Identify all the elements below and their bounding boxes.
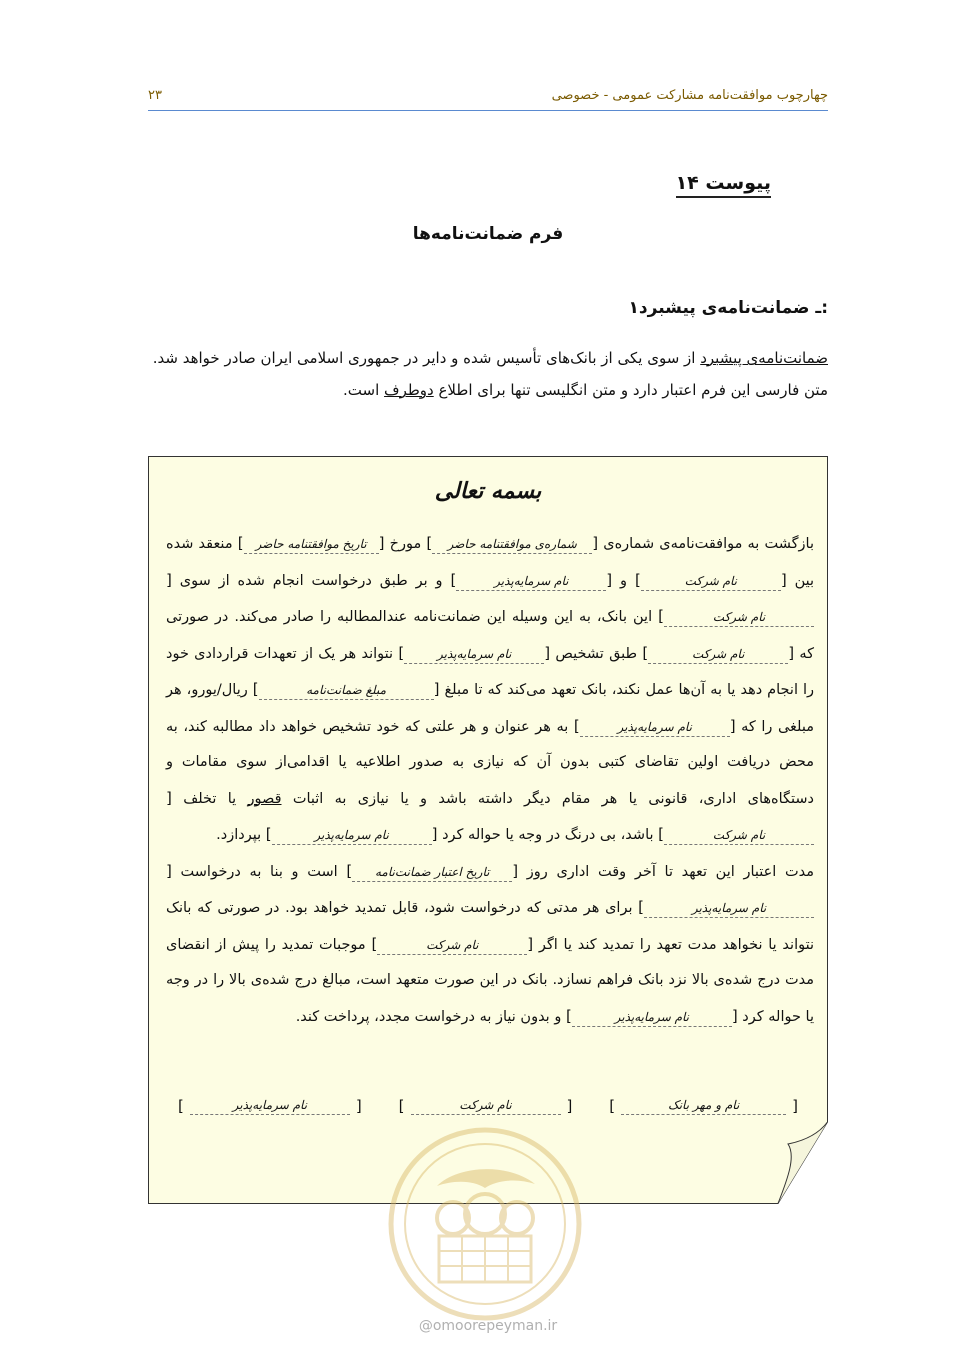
placeholder-investee: نام سرمایه‌پذیر <box>580 718 730 737</box>
placeholder-guarantee-amount: مبلغ ضمانت‌نامه <box>259 681 434 700</box>
guarantee-paragraph-1: بازگشت به موافقت‌نامه‌ی شماره‌ی [شماره‌ی موافقتنامه حاضر] مورخ [تاریخ موافقتنامه حاضر] منعقد شده بین [نام شرکت] و [نام سرمایه‌پذیر] و بر طبق درخواست انجام شده از سوی [نام شرکت] این بانک، به این وسیله این ضمانت‌نامه عندالمطالبه را صادر می‌کند. در صورتی که [نام شرکت] طبق تشخیص [نام سرمایه‌پذیر] نتواند هر یک از تعهدات قراردادی خود را انجام دهد یا به آن‌ها عمل نکند، بانک تعهد می‌کند که تا مبلغ [مبلغ ضمانت‌نامه] ریال/یورو، هر مبلغی را که [نام سرمایه‌پذیر] به هر عنوان و هر علتی که خود تشخیص خواهد داد مطالبه کند، به محض دریافت اولین تقاضای کتبی بدون آن که نیازی به صدور اطلاعیه یا اقدامی‌از سوی مقامات و دستگاه‌های اداری، قانونی یا هر مقام دیگر داشته باشد و یا نیازی به اثبات قصور یا تخلف [نام شرکت] باشد، بی درنگ در وجه یا حواله کرد [نام سرمایه‌پذیر] بپردازد. <box>166 534 815 843</box>
header-rule <box>148 110 828 111</box>
signature-investee: [ نام سرمایه‌پذیر ] <box>178 1096 362 1115</box>
signature-row <box>178 1096 798 1115</box>
watermark-url: @omoorepeyman.ir <box>418 1318 558 1334</box>
underlined-term: قصور <box>247 790 282 807</box>
intro-paragraph-2: متن فارسی این فرم اعتبار دارد و متن انگلیسی تنها برای اطلاع دوطرف است. <box>343 381 828 399</box>
placeholder-investee: نام سرمایه‌پذیر <box>572 1008 732 1027</box>
underlined-term: ضمانت‌نامه‌ی پیشبرد <box>700 349 828 367</box>
placeholder-company: نام شرکت <box>664 608 814 627</box>
placeholder-investee: نام سرمایه‌پذیر <box>644 899 814 918</box>
placeholder-agreement-number: شماره‌ی موافقتنامه حاضر <box>432 535 592 554</box>
page-number: ۲۳ <box>148 88 162 103</box>
signature-bank: [ نام و مهر بانک ] <box>609 1096 798 1115</box>
section-heading: ۱ـ ضمانت‌نامه‌ی پیشبرد: <box>628 298 828 318</box>
placeholder-investee: نام سرمایه‌پذیر <box>404 645 544 664</box>
form-title: فرم ضمانت‌نامه‌ها <box>412 224 564 244</box>
placeholder-agreement-date: تاریخ موافقتنامه حاضر <box>244 535 379 554</box>
placeholder-investee: نام سرمایه‌پذیر <box>272 826 432 845</box>
placeholder-company: نام شرکت <box>648 645 788 664</box>
placeholder-validity-date: تاریخ اعتبار ضمانت‌نامه <box>352 863 512 882</box>
guarantee-paragraph-2: مدت اعتبار این تعهد تا آخر وقت اداری روز [تاریخ اعتبار ضمانت‌نامه] است و بنا به درخواست [نام سرمایه‌پذیر] برای هر مدتی که درخواست شود، قابل تمدید خواهد بود. در صورتی که بانک نتواند یا نخواهد مدت تعهد را تمدید کند یا اگر [نام شرکت] موجبات تمدید را پیش از انقضای مدت درج شده‌ی بالا نزد بانک فراهم نسازد. بانک در این صورت متعهد است، مبالغ درج شده‌ی بالا را در وجه یا حواله کرد [نام سرمایه‌پذیر] و بدون نیاز به درخواست مجدد، پرداخت کند. <box>166 861 815 1025</box>
placeholder-company: نام شرکت <box>664 826 814 845</box>
running-header-title: چهارچوب موافقت‌نامه مشارکت عمومی - خصوصی <box>551 88 828 103</box>
intro-paragraph-1: ضمانت‌نامه‌ی پیشبرد از سوی یکی از بانک‌های تأسیس شده و دایر در جمهوری اسلامی ایران صادر خواهد شد. <box>152 349 828 367</box>
underlined-term: دوطرف <box>384 381 434 399</box>
placeholder-investee: نام سرمایه‌پذیر <box>456 572 606 591</box>
guarantee-body <box>166 526 814 1035</box>
intro-text <box>148 342 828 406</box>
placeholder-company: نام شرکت <box>641 572 781 591</box>
guarantee-form-box <box>148 456 828 1204</box>
omoorepeyman-seal-logo <box>387 1126 583 1322</box>
appendix-title: پیوست ۱۴ <box>676 172 771 198</box>
signature-company: [ نام شرکت ] <box>398 1096 573 1115</box>
bismillah: بسمه تعالی <box>434 478 542 504</box>
placeholder-company: نام شرکت <box>377 936 527 955</box>
